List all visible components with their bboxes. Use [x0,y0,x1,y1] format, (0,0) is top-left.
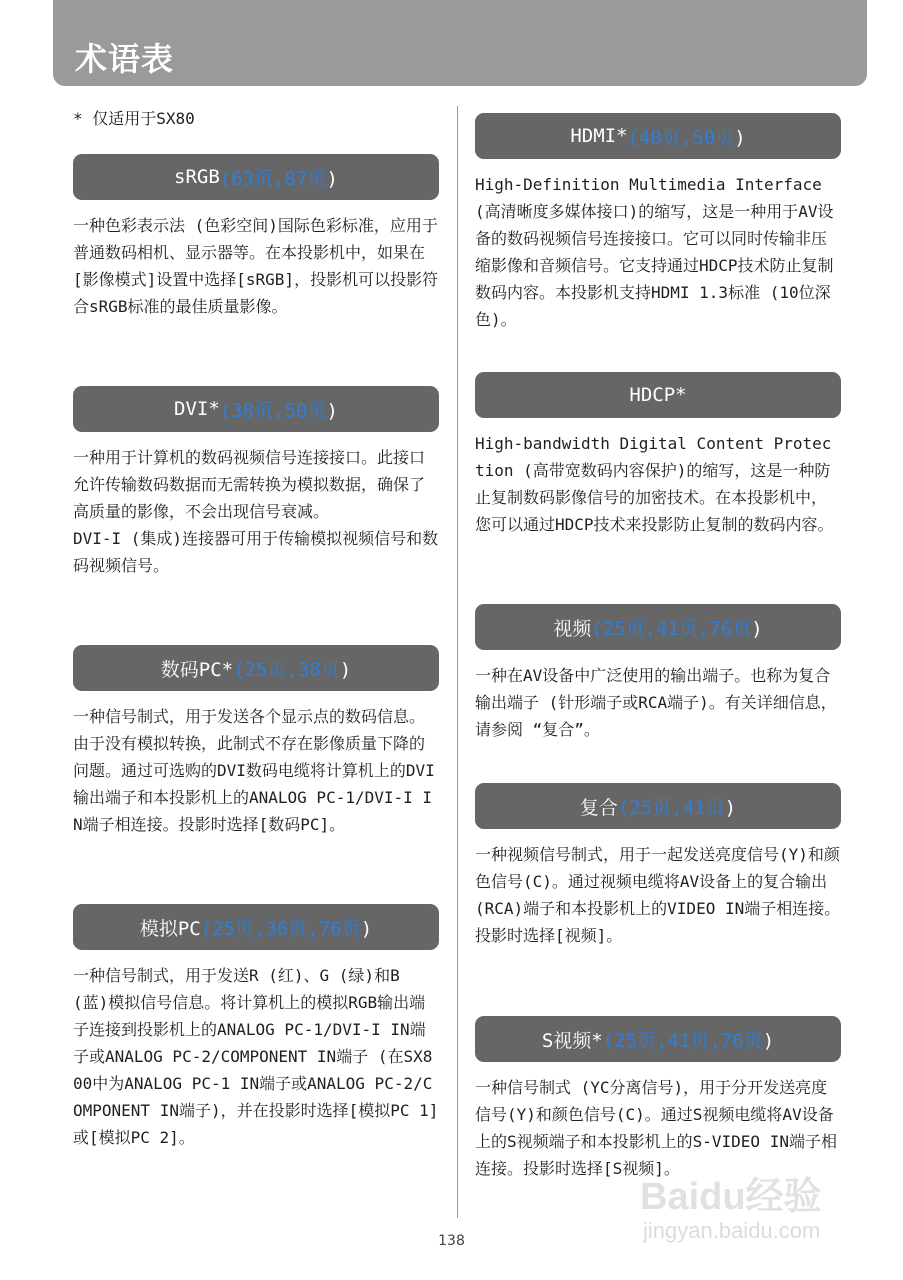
term-name: HDMI* [570,125,628,147]
page-ref-link[interactable]: 38页 [297,658,340,681]
page-ref-link[interactable]: 76页 [709,617,752,640]
watermark-url: jingyan.baidu.com [643,1218,821,1243]
term-heading [73,386,439,432]
term-name: sRGB [174,166,220,188]
term-name: 复合 [579,796,618,819]
page-ref-link[interactable]: 41页 [656,617,698,640]
term-description: 一种视频信号制式，用于一起发送亮度信号(Y)和颜色信号(C)。通过视频电缆将AV设备上的复合输出(RCA)端子和本投影机上的VIDEO IN端子相连接。投影时选择[视频]。 [475,845,841,945]
term-description: 一种信号制式，用于发送R (红)、G (绿)和B (蓝)模拟信号信息。将计算机上的模拟RGB输出端子连接到投影机上的ANALOG PC-1/DVI-I IN端子或ANALOG PC-2/COMPONENT IN端子 (在SX800中为ANALOG PC-1 IN端子或ANALOG PC-2/COMPONENT IN端子)，并在投影时选择[模拟PC 1]或[模拟PC 2]。 [73,966,439,1147]
glossary-entry-srgb [73,154,439,320]
term-heading [475,113,841,159]
glossary-entry-dvi [73,386,439,579]
term-heading [475,783,841,829]
page-references: (25页,41页) [617,796,737,819]
page-references: (38页,50页) [219,399,338,422]
page-ref-link[interactable]: 87页 [284,167,327,190]
term-description: High-bandwidth Digital Content Protection (高带宽数码内容保护)的缩写，这是一种防止复制数码影像信号的加密技术。在本投影机中，您可以通过HDCP技术来投影防止复制的数码内容。 [475,434,834,534]
term-description: 一种信号制式 (YC分离信号)，用于分开发送亮度信号(Y)和颜色信号(C)。通过S视频电缆将AV设备上的S视频端子和本投影机上的S-VIDEO IN端子相连接。投影时选择[S视频]。 [475,1078,837,1178]
term-name: HDCP* [629,384,687,406]
page-references: (25页,36页,76页) [200,917,373,940]
page-ref-link[interactable]: 25页 [244,658,287,681]
page-ref-link[interactable]: 25页 [212,917,255,940]
page-ref-link[interactable]: 25页 [602,617,645,640]
term-heading [475,604,841,650]
page-ref-link[interactable]: 41页 [682,796,725,819]
page-references: (63页,87页) [219,167,338,190]
term-heading [475,1016,841,1062]
glossary-entry-s-video [475,1016,841,1182]
term-name: DVI* [174,398,220,420]
term-name: S视频* [541,1029,603,1052]
page-ref-link[interactable]: 63页 [231,167,274,190]
term-heading [73,645,439,691]
page-ref-link[interactable]: 25页 [614,1029,657,1052]
term-name: 数码PC* [160,658,234,681]
term-description: High-Definition Multimedia Interface (高清晰度多媒体接口)的缩写，这是一种用于AV设备的数码视频信号连接接口。它可以同时传输非压缩影像和音频信号。它支持通过HDCP技术防止复制数码内容。本投影机支持HDMI 1.3标准 (10位深色)。 [475,175,834,329]
page-number: 138 [438,1233,465,1249]
page-ref-link[interactable]: 38页 [231,399,274,422]
page-ref-link[interactable]: 25页 [629,796,672,819]
page-references: (25页,41页,76页) [591,617,763,640]
watermark-logo: Baidu经验 [640,1176,822,1218]
term-description: 一种在AV设备中广泛使用的输出端子。也称为复合输出端子 (针形端子或RCA端子)。有关详细信息，请参阅 “复合”。 [475,666,837,739]
term-heading [475,372,841,418]
term-description: 一种色彩表示法 (色彩空间)国际色彩标准，应用于普通数码相机、显示器等。在本投影机中，如果在[影像模式]设置中选择[sRGB]，投影机可以投影符合sRGB标准的最佳质量影像。 [73,216,439,316]
glossary-entry-hdmi [475,113,841,333]
glossary-entry-video [475,604,841,743]
page-ref-link[interactable]: 76页 [720,1029,763,1052]
term-description: 一种用于计算机的数码视频信号连接接口。此接口允许传输数码数据而无需转换为模拟数据，确保了高质量的影像，不会出现信号衰减。 DVI-I (集成)连接器可用于传输模拟视频信号和数码视频信号。 [73,448,439,575]
glossary-entry-composite [475,783,841,949]
page-ref-link[interactable]: 50页 [692,126,735,149]
term-heading [73,154,439,200]
term-name: 模拟PC [139,917,201,940]
page-title: 术语表 [75,40,175,78]
page-references: (25页,38页) [233,658,352,681]
term-heading [73,904,439,950]
page-references: (25页,41页,76页) [602,1029,775,1052]
term-name: 视频 [553,617,592,640]
page-ref-link[interactable]: 76页 [318,917,361,940]
header-band [53,0,867,86]
page-ref-link[interactable]: 50页 [284,399,327,422]
glossary-entry-hdcp [475,372,841,538]
page-ref-link[interactable]: 41页 [667,1029,710,1052]
page-references: (40页,50页) [627,126,746,149]
glossary-entry-analog-pc [73,904,439,1151]
page-ref-link[interactable]: 36页 [265,917,308,940]
page-ref-link[interactable]: 40页 [638,126,681,149]
term-description: 一种信号制式，用于发送各个显示点的数码信息。由于没有模拟转换，此制式不存在影像质量下降的问题。通过可选购的DVI数码电缆将计算机上的DVI输出端子和本投影机上的ANALOG PC-1/DVI-I IN端子相连接。投影时选择[数码PC]。 [73,707,435,834]
glossary-entry-digital-pc [73,645,439,838]
column-divider [457,106,458,1218]
model-note: * 仅适用于SX80 [73,109,195,128]
